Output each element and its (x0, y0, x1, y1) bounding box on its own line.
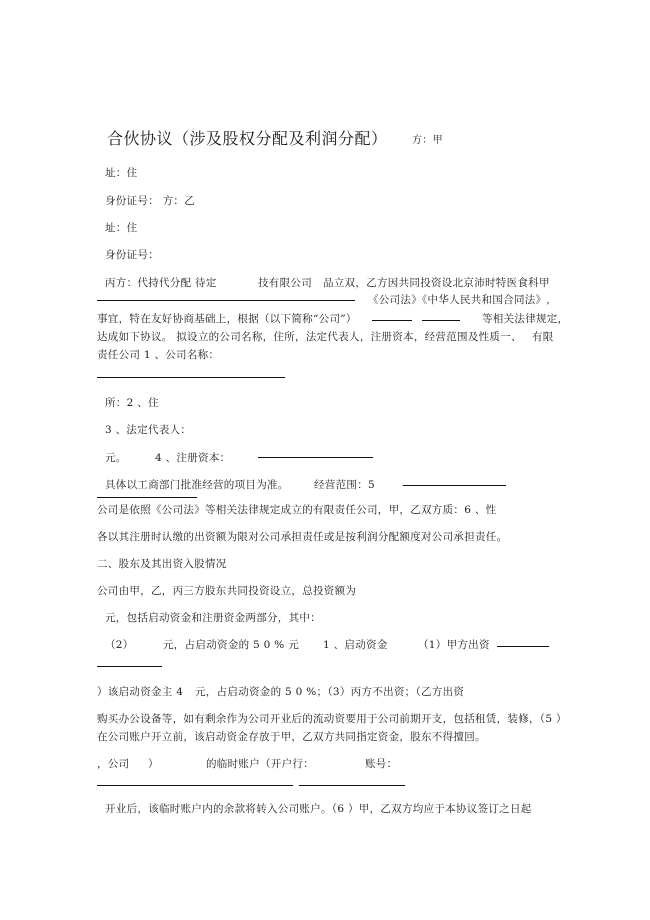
blank-line (422, 320, 460, 321)
law-reference: 《公司法》《中华人民共和国合同法》, (368, 294, 550, 306)
page-title: 合伙协议（涉及股权分配及利润分配） (107, 129, 388, 148)
funds-custody: 在公司账户开立前，该启动资金存放于甲，乙双方共同指定资金，股东不得擅回。 (97, 731, 486, 743)
funds-usage: 购买办公设备等，如有剩余作为公司开业后的流动资要用于公司前期开支，包括租赁，装修，（5 ） (97, 713, 567, 725)
party-a-address: 址：住 (105, 167, 138, 179)
blank-line (97, 300, 355, 301)
registered-capital-label: 4 、注册资本： (155, 452, 231, 464)
temp-account-bracket: ） (148, 758, 159, 770)
clause-2-label: （2） (105, 639, 134, 651)
funds-composition: 元，包括启动资金和注册资金两部分，其中： (105, 612, 321, 624)
party-b-address: 址：住 (105, 222, 138, 234)
total-investment: 公司由甲，乙，丙三方股东共同投资设立，总投资额为 (97, 585, 357, 597)
temp-account-number: 账号： (365, 758, 398, 770)
blank-line (97, 377, 285, 378)
blank-line (97, 666, 162, 667)
business-scope-label: 经营范围：5 (314, 479, 375, 491)
blank-line (497, 646, 549, 647)
account-transfer-clause: 开业后，该临时账户内的余款将转入公司账户。（6 ）甲，乙双方均应于本协议签订之日起 (105, 803, 532, 815)
blank-line (258, 457, 373, 458)
temp-account-prefix: ，公司 (97, 758, 130, 770)
company-name-label: 责任公司 1 、公司名称： (97, 349, 220, 361)
party-c-company: 技有限公司 (258, 277, 312, 289)
party-b-id: 身份证号： (105, 249, 159, 261)
blank-line (372, 320, 412, 321)
startup-funds-label: 1 、启动资金 (323, 639, 388, 651)
capital-unit: 元。 (105, 452, 127, 464)
company-nature: 公司是依照《公司法》等相关法律规定成立的有限责任公司，甲，乙双方质：6 、性 (97, 504, 497, 516)
title-suffix: 方：甲 (412, 135, 443, 146)
section-one-heading: 达成如下协议。 拟设立的公司名称，住所，法定代表人，注册资本，经营范围及性质一、 (97, 331, 522, 343)
clause-2-text: 元，占启动资金的 5 0 % 元 (163, 639, 299, 651)
party-a-contribution: （1）甲方出资 (418, 639, 490, 651)
blank-line (97, 497, 197, 498)
address-label: 所：2 、住 (105, 397, 159, 409)
business-scope-note: 具体以工商部门批准经营的项目为准。 (105, 479, 289, 491)
intro-text: 品立双，乙方因共同投资设北京沛时特医食科甲 (323, 277, 550, 289)
blank-line (299, 785, 405, 786)
clause-4-label: ）该启动资金主 4 (97, 686, 184, 698)
intro-text-3: 等相关法律规定， (482, 313, 569, 325)
section-two-heading: 二、股东及其出资入股情况 (97, 558, 227, 570)
party-a-id: 身份证号： 方：乙 (105, 195, 196, 207)
intro-text-2: 事宜，特在友好协商基础上，根据（以下简称“公司”） (97, 313, 357, 325)
temp-account-bank: 的临时账户（开户行： (206, 758, 314, 770)
blank-line (403, 485, 506, 486)
legal-rep-label: 3 、法定代表人： (105, 424, 192, 436)
blank-line (97, 785, 293, 786)
section-one-heading-end: 有限 (532, 331, 554, 343)
party-c-line: 丙方：代持代分配 待定 (105, 277, 217, 289)
clause-4-text: 元，占启动资金的 5 0 %；（3）丙方不出资；（乙方出资 (195, 686, 465, 698)
liability-clause: 各以其注册时认缴的出资额为限对公司承担责任或是按利润分配额度对公司承担责任。 (97, 531, 508, 543)
